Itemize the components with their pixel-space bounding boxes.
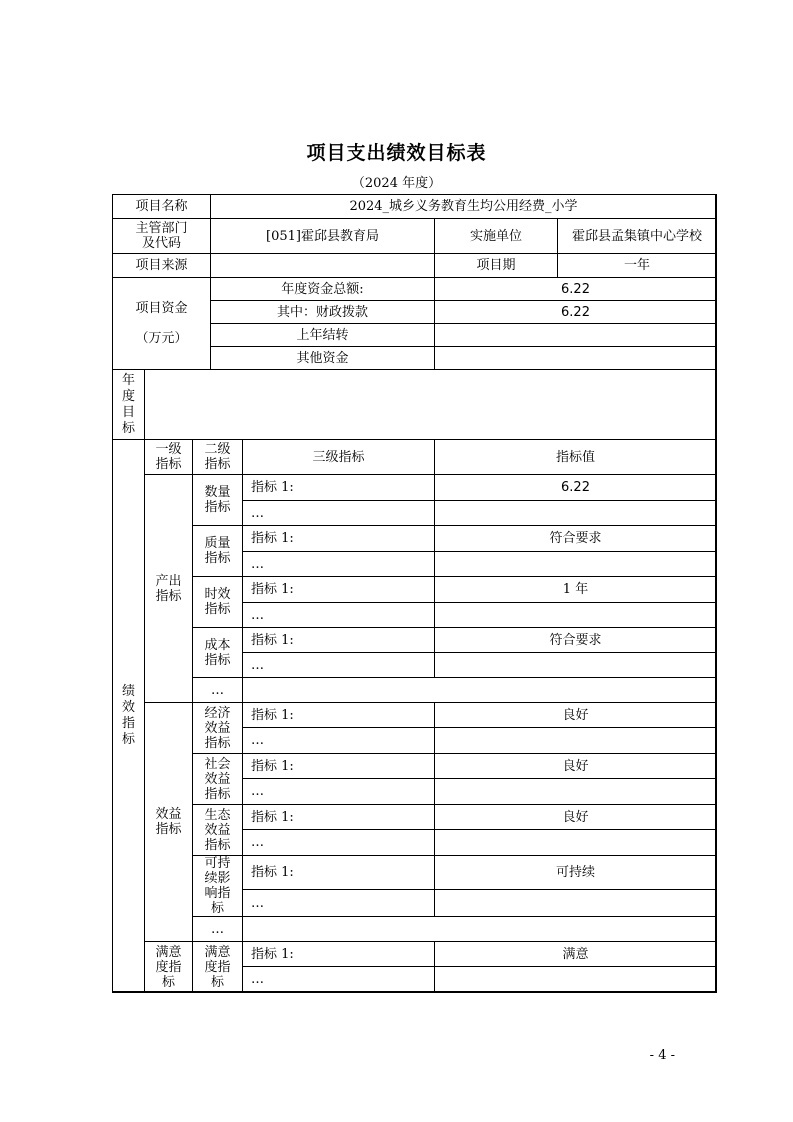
indicator-empty-value [434, 551, 717, 577]
indicator-more: … [242, 778, 435, 805]
indicator-name: 指标 1: [242, 525, 435, 552]
header-level1: 一级 指标 [144, 439, 193, 475]
benefit-subgroup-label: 经济 效益 指标 [192, 702, 243, 754]
benefit-subgroup-label: 生态 效益 指标 [192, 804, 243, 856]
indicator-value: 6.22 [434, 474, 717, 501]
header-value: 指标值 [434, 439, 717, 475]
output-subgroup-label: 质量 指标 [192, 525, 243, 577]
annual-goal-label: 年 度 目 标 [112, 369, 145, 440]
indicator-value: 满意 [434, 941, 717, 967]
output-more-label: … [192, 677, 243, 703]
indicator-value: 良好 [434, 753, 717, 779]
benefit-indicators-label: 效益 指标 [144, 702, 193, 942]
indicator-empty-value [434, 778, 717, 805]
indicator-value: 可持续 [434, 855, 717, 890]
output-subgroup-label: 数量 指标 [192, 474, 243, 526]
period-label: 项目期 [434, 253, 558, 278]
header-level2: 二级 指标 [192, 439, 243, 475]
funds-label: 项目资金 （万元） [112, 277, 211, 370]
benefit-more-empty [242, 916, 717, 942]
indicator-name: 指标 1: [242, 702, 435, 728]
funds-row-label: 其中：财政拨款 [210, 300, 435, 324]
funds-row-label: 其他资金 [210, 346, 435, 370]
funds-row-value [434, 323, 717, 347]
indicator-more: … [242, 500, 435, 526]
indicator-name: 指标 1: [242, 855, 435, 890]
indicator-name: 指标 1: [242, 804, 435, 830]
funds-row-value: 6.22 [434, 277, 717, 301]
indicator-more: … [242, 889, 435, 917]
impl-value: 霍邱县孟集镇中心学校 [557, 218, 717, 254]
source-label: 项目来源 [112, 253, 211, 278]
indicator-more: … [242, 727, 435, 754]
indicator-empty-value [434, 500, 717, 526]
output-indicators-label: 产出 指标 [144, 474, 193, 703]
page-title: 项目支出绩效目标表 [306, 142, 487, 164]
satisfaction-indicators-label: 满意 度指 标 [144, 941, 193, 993]
indicator-empty-value [434, 727, 717, 754]
indicator-more: … [242, 602, 435, 628]
funds-row-label: 年度资金总额: [210, 277, 435, 301]
indicator-more: … [242, 652, 435, 678]
indicator-empty-value [434, 652, 717, 678]
indicator-empty-value [434, 889, 717, 917]
indicator-value: 1 年 [434, 576, 717, 603]
dept-label: 主管部门 及代码 [112, 218, 211, 254]
indicator-more: … [242, 966, 435, 993]
dept-value: [051]霍邱县教育局 [210, 218, 435, 254]
indicator-value: 符合要求 [434, 627, 717, 653]
funds-row-value [434, 346, 717, 370]
perf-indicators-label: 绩 效 指 标 [112, 439, 145, 993]
indicator-value: 符合要求 [434, 525, 717, 552]
funds-row-value: 6.22 [434, 300, 717, 324]
benefit-more-label: … [192, 916, 243, 942]
indicator-more: … [242, 551, 435, 577]
project-name-label: 项目名称 [112, 194, 211, 219]
indicator-name: 指标 1: [242, 474, 435, 501]
period-value: 一年 [557, 253, 717, 278]
indicator-more: … [242, 829, 435, 856]
indicator-value: 良好 [434, 804, 717, 830]
output-more-empty [242, 677, 717, 703]
indicator-value: 良好 [434, 702, 717, 728]
indicator-empty-value [434, 829, 717, 856]
funds-row-label: 上年结转 [210, 323, 435, 347]
satisfaction-subgroup-label: 满意 度指 标 [192, 941, 243, 993]
annual-goal-value [144, 369, 717, 440]
page-subtitle: （2024 年度） [351, 176, 442, 191]
benefit-subgroup-label: 社会 效益 指标 [192, 753, 243, 805]
indicator-name: 指标 1: [242, 753, 435, 779]
page-number: - 4 - [649, 1048, 675, 1063]
indicator-name: 指标 1: [242, 627, 435, 653]
source-value [210, 253, 435, 278]
indicator-empty-value [434, 966, 717, 993]
output-subgroup-label: 成本 指标 [192, 627, 243, 678]
indicator-name: 指标 1: [242, 941, 435, 967]
header-level3: 三级指标 [242, 439, 435, 475]
indicator-name: 指标 1: [242, 576, 435, 603]
impl-label: 实施单位 [434, 218, 558, 254]
benefit-subgroup-label: 可持 续影 响指 标 [192, 855, 243, 917]
output-subgroup-label: 时效 指标 [192, 576, 243, 628]
project-name-value: 2024_城乡义务教育生均公用经费_小学 [210, 194, 717, 219]
indicator-empty-value [434, 602, 717, 628]
